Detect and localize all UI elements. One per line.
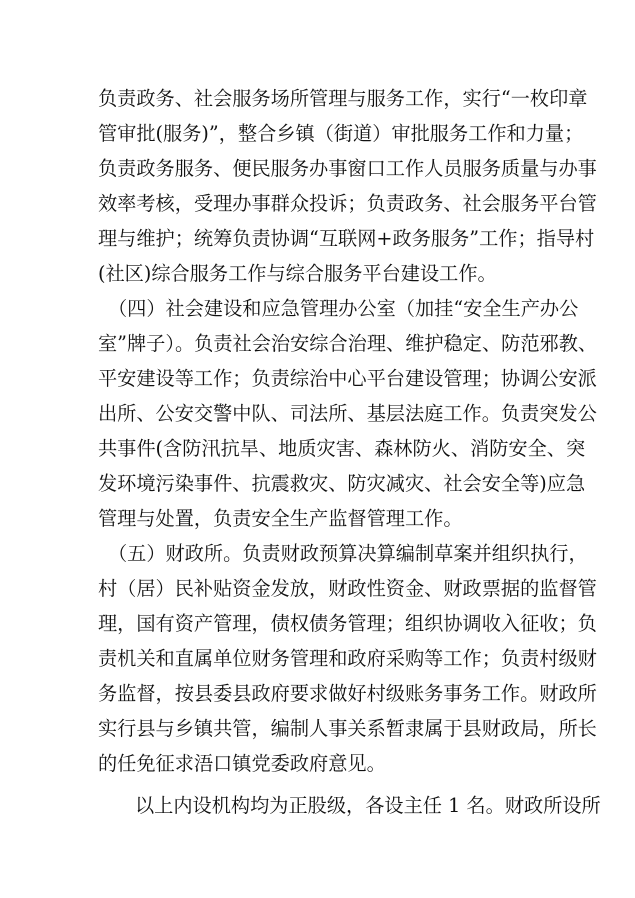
text-line-11: 共事件(含防汛抗旱、地质灾害、森林防火、消防安全、突 <box>98 437 586 460</box>
text-line-8: 室”牌子）。负责社会治安综合治理、维护稳定、防范邪教、 <box>98 332 598 355</box>
text-line-21: 以上内设机构均为正股级，各设主任 1 名。财政所设所 <box>135 794 601 817</box>
text-line-16: 理，国有资产管理，债权债务管理；组织协调收入征收；负 <box>98 612 597 635</box>
text-line-19: 实行县与乡镇共管，编制人事关系暂隶属于县财政局，所长 <box>98 717 597 740</box>
text-line-14: （五）财政所。负责财政预算决算编制草案并组织执行， <box>108 542 588 565</box>
text-line-4: 效率考核，受理办事群众投诉；负责政务、社会服务平台管 <box>98 192 597 215</box>
text-line-7: （四）社会建设和应急管理办公室（加挂“安全生产办公 <box>108 297 579 320</box>
text-line-17: 责机关和直属单位财务管理和政府采购等工作；负责村级财 <box>98 647 597 670</box>
text-line-2: 管审批(服务)”，整合乡镇（街道）审批服务工作和力量； <box>98 122 584 145</box>
text-line-12: 发环境污染事件、抗震救灾、防灾减灾、社会安全等)应急 <box>98 472 586 495</box>
text-line-20: 的任免征求浯口镇党委政府意见。 <box>98 752 386 775</box>
text-line-15: 村（居）民补贴资金发放，财政性资金、财政票据的监督管 <box>98 577 597 600</box>
text-line-9: 平安建设等工作；负责综治中心平台建设管理；协调公安派 <box>98 367 597 390</box>
text-line-6: (社区)综合服务工作与综合服务平台建设工作。 <box>98 262 497 285</box>
text-line-3: 负责政务服务、便民服务办事窗口工作人员服务质量与办事 <box>98 157 597 180</box>
text-line-13: 管理与处置，负责安全生产监督管理工作。 <box>98 507 463 530</box>
text-line-10: 出所、公安交警中队、司法所、基层法庭工作。负责突发公 <box>98 402 597 425</box>
text-line-5: 理与维护；统筹负责协调“互联网+政务服务”工作；指导村 <box>98 227 595 250</box>
text-line-1: 负责政务、社会服务场所管理与服务工作，实行“一枚印章 <box>98 87 588 110</box>
text-line-18: 务监督，按县委县政府要求做好村级账务事务工作。财政所 <box>98 682 597 705</box>
